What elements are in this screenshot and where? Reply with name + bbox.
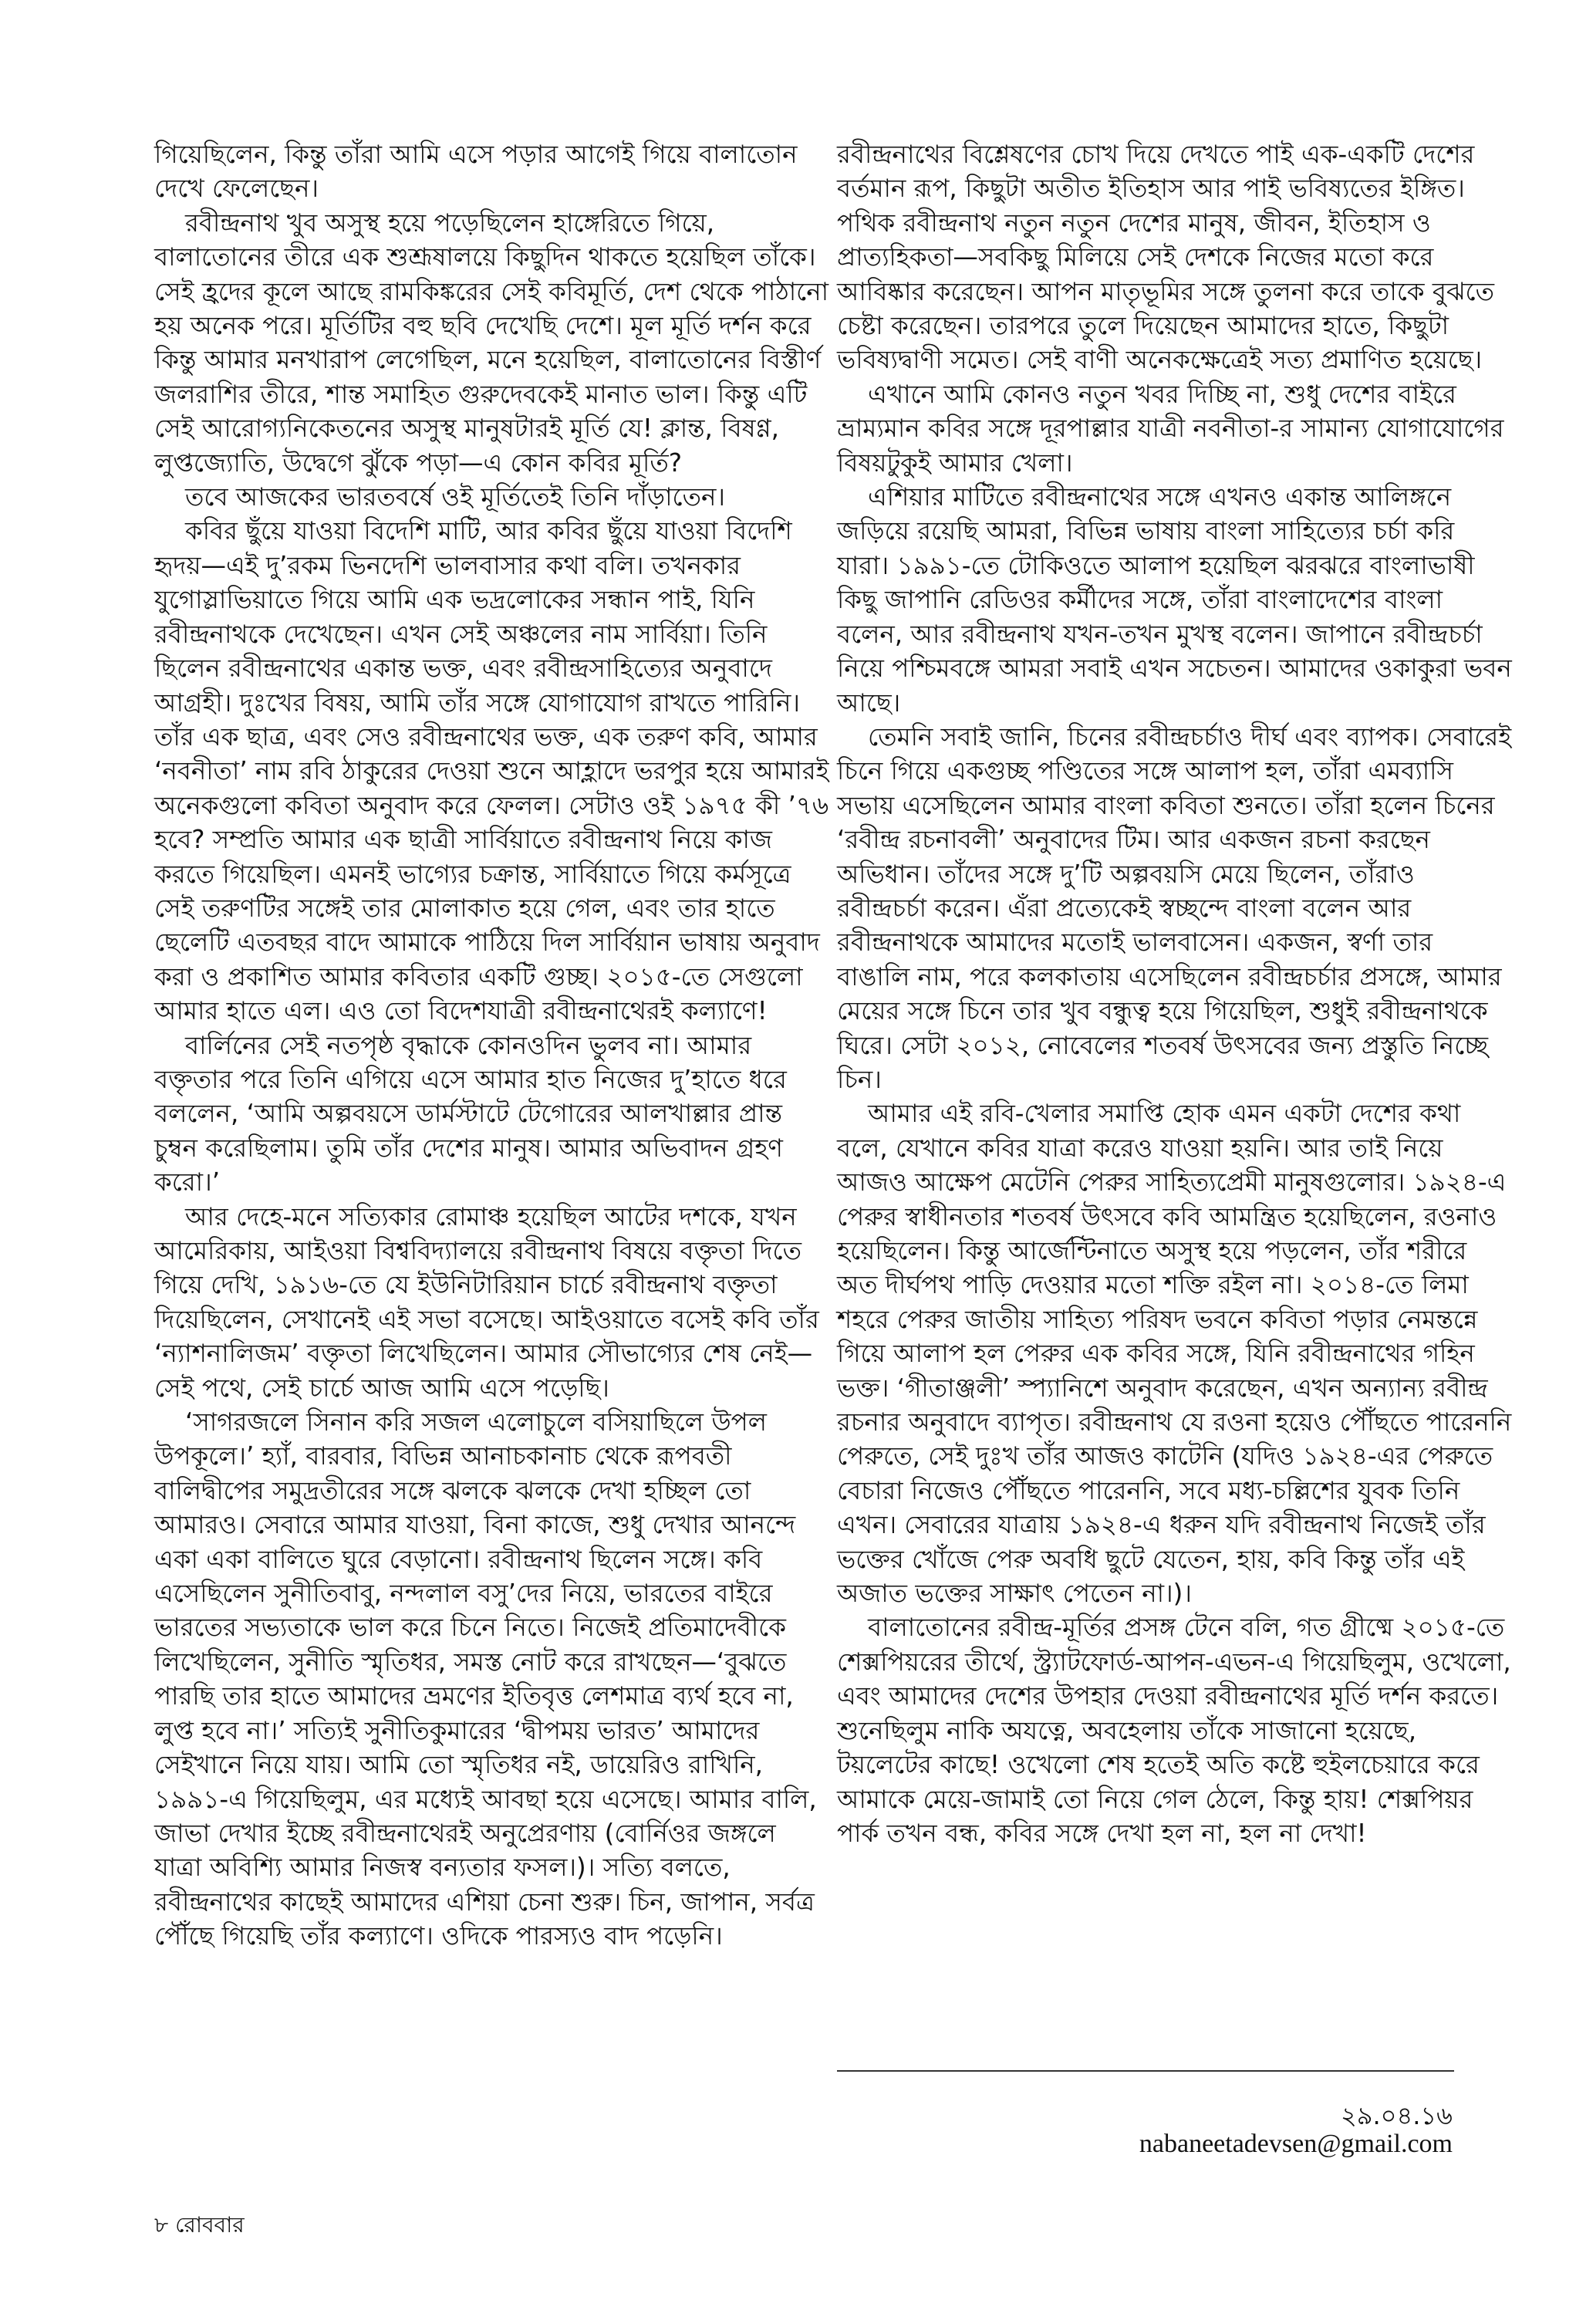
author-email: nabaneetadevsen@gmail.com [1139, 2130, 1453, 2158]
paragraph: রবীন্দ্রনাথের বিশ্লেষণের চোখ দিয়ে দেখতে পাই এক-একটি দেশের বর্তমান রূপ, কিছুটা অতীত ইতিহাস আর পাই ভবিষ্যতের ইঙ্গিত। পথিক রবীন্দ্রনাথ নতুন নতুন দেশের মানুষ, জীবন, ইতিহাস ও প্রাত্যহিকতা—সবকিছু মিলিয়ে সেই দেশকে নিজের মতো করে আবিষ্কার করেছেন। আপন মাতৃভূমির সঙ্গে তুলনা করে তাকে বুঝতে চেষ্টা করেছেন। তারপরে তুলে দিয়েছেন আমাদের হাতে, কিছুটা ভবিষ্যদ্বাণী সমেত। সেই বাণী অনেকক্ষেত্রেই সত্য প্রমাণিত হয়েছে। [837, 140, 1494, 375]
paragraph: গিয়েছিলেন, কিন্তু তাঁরা আমি এসে পড়ার আগেই গিয়ে বালাতোন দেখে ফেলেছেন। [154, 140, 798, 204]
paragraph: তবে আজকের ভারতবর্ষে ওই মূর্তিতেই তিনি দাঁড়াতেন। [185, 482, 726, 512]
paragraph: ‘সাগরজলে সিনান করি সজল এলোচুলে বসিয়াছিলে উপল উপকূলে।’ হ্যাঁ, বারবার, বিভিন্ন আনাচকানাচ থেকে রূপবতী বালিদ্বীপের সমুদ্রতীরের সঙ্গে ঝলকে ঝলকে দেখা হচ্ছিল তো আমারও। সেবারে আমার যাওয়া, বিনা কাজে, শুধু দেখার আনন্দে একা একা বালিতে ঘুরে বেড়ানো। রবীন্দ্রনাথ ছিলেন সঙ্গে। কবি এসেছিলেন সুনীতিবাবু, নন্দলাল বসু’দের নিয়ে, ভারতের বাইরে ভারতের সভ্যতাকে ভাল করে চিনে নিতে। নিজেই প্রতিমাদেবীকে লিখেছিলেন, সুনীতি স্মৃতিধর, সমস্ত নোট করে রাখছেন—‘বুঝতে পারছি তার হাতে আমাদের ভ্রমণের ইতিবৃত্ত লেশমাত্র ব্যর্থ হবে না, লুপ্ত হবে না।’ সত্যিই সুনীতিকুমারের ‘দ্বীপময় ভারত’ আমাদের সেইখানে নিয়ে যায়। আমি তো স্মৃতিধর নই, ডায়েরিও রাখিনি, ১৯৯১-এ গিয়েছিলুম, এর মধ্যেই আবছা হয়ে এসেছে। আমার বালি, জাভা দেখার ইচ্ছে রবীন্দ্রনাথেরই অনুপ্রেরণায় (বোর্নিওর জঙ্গলে যাত্রা অবিশ্যি আমার নিজস্ব বন্যতার ফসল।)। সত্যি বলতে, রবীন্দ্রনাথের কাছেই আমাদের এশিয়া চেনা শুরু। চিন, জাপান, সর্বত্র পৌঁছে গিয়েছি তাঁর কল্যাণে। ওদিকে পারস্যও বাদ পড়েনি। [154, 1407, 817, 1951]
article-column-left [154, 137, 829, 1954]
signoff-divider [837, 2070, 1454, 2072]
paragraph: আমার এই রবি-খেলার সমাপ্তি হোক এমন একটা দেশের কথা বলে, যেখানে কবির যাত্রা করেও যাওয়া হয়নি। আর তাই নিয়ে আজও আক্ষেপ মেটেনি পেরুর সাহিত্যপ্রেমী মানুষগুলোর। ১৯২৪-এ পেরুর স্বাধীনতার শতবর্ষ উৎসবে কবি আমন্ত্রিত হয়েছিলেন, রওনাও হয়েছিলেন। কিন্তু আর্জেন্টিনাতে অসুস্থ হয়ে পড়লেন, তাঁর শরীরে অত দীর্ঘপথ পাড়ি দেওয়ার মতো শক্তি রইল না। ২০১৪-তে লিমা শহরে পেরুর জাতীয় সাহিত্য পরিষদ ভবনে কবিতা পড়ার নেমন্তন্নে গিয়ে আলাপ হল পেরুর এক কবির সঙ্গে, যিনি রবীন্দ্রনাথের গহিন ভক্ত। ‘গীতাঞ্জলী’ স্প্যানিশে অনুবাদ করেছেন, এখন অন্যান্য রবীন্দ্র রচনার অনুবাদে ব্যাপৃত। রবীন্দ্রনাথ যে রওনা হয়েও পৌঁছতে পারেননি পেরুতে, সেই দুঃখ তাঁর আজও কাটেনি (যদিও ১৯২৪-এর পেরুতে বেচারা নিজেও পৌঁছতে পারেননি, সবে মধ্য-চল্লিশের যুবক তিনি এখন। সেবারের যাত্রায় ১৯২৪-এ ধরুন যদি রবীন্দ্রনাথ নিজেই তাঁর ভক্তের খোঁজে পেরু অবধি ছুটে যেতেন, হায়, কবি কিন্তু তাঁর এই অজাত ভক্তের সাক্ষাৎ পেতেন না।)। [837, 1099, 1512, 1609]
paragraph: তেমনি সবাই জানি, চিনের রবীন্দ্রচর্চাও দীর্ঘ এবং ব্যাপক। সেবারেই চিনে গিয়ে একগুচ্ছ পণ্ডিতের সঙ্গে আলাপ হল, তাঁরা এমব্যাসি সভায় এসেছিলেন আমার বাংলা কবিতা শুনতে। তাঁরা হলেন চিনের ‘রবীন্দ্র রচনাবলী’ অনুবাদের টিম। আর একজন রচনা করছেন অভিধান। তাঁদের সঙ্গে দু’টি অল্পবয়সি মেয়ে ছিলেন, তাঁরাও রবীন্দ্রচর্চা করেন। এঁরা প্রত্যেকেই স্বচ্ছন্দে বাংলা বলেন আর রবীন্দ্রনাথকে আমাদের মতোই ভালবাসেন। একজন, স্বর্ণা তার বাঙালি নাম, পরে কলকাতায় এসেছিলেন রবীন্দ্রচর্চার প্রসঙ্গে, আমার মেয়ের সঙ্গে চিনে তার খুব বন্ধুত্ব হয়ে গিয়েছিল, শুধুই রবীন্দ্রনাথকে ঘিরে। সেটা ২০১২, নোবেলের শতবর্ষ উৎসবের জন্য প্রস্তুতি নিচ্ছে চিন। [837, 721, 1512, 1094]
paragraph: আর দেহে-মনে সত্যিকার রোমাঞ্চ হয়েছিল আটের দশকে, যখন আমেরিকায়, আইওয়া বিশ্ববিদ্যালয়ে রবীন্দ্রনাথ বিষয়ে বক্তৃতা দিতে গিয়ে দেখি, ১৯১৬-তে যে ইউনিটারিয়ান চার্চে রবীন্দ্রনাথ বক্তৃতা দিয়েছিলেন, সেখানেই এই সভা বসেছে। আইওয়াতে বসেই কবি তাঁর ‘ন্যাশনালিজম’ বক্তৃতা লিখেছিলেন। আমার সৌভাগ্যের শেষ নেই—সেই পথে, সেই চার্চে আজ আমি এসে পড়েছি। [154, 1201, 819, 1403]
paragraph: এশিয়ার মাটিতে রবীন্দ্রনাথের সঙ্গে এখনও একান্ত আলিঙ্গনে জড়িয়ে রয়েছি আমরা, বিভিন্ন ভাষায় বাংলা সাহিত্যের চর্চা করি যারা। ১৯৯১-তে টোকিওতে আলাপ হয়েছিল ঝরঝরে বাংলাভাষী কিছু জাপানি রেডিওর কর্মীদের সঙ্গে, তাঁরা বাংলাদেশের বাংলা বলেন, আর রবীন্দ্রনাথ যখন-তখন মুখস্থ বলেন। জাপানে রবীন্দ্রচর্চা নিয়ে পশ্চিমবঙ্গে আমরা সবাই এখন সচেতন। আমাদের ওকাকুরা ভবন আছে। [837, 482, 1512, 718]
article-date: ২৯.০৪.১৬ [1340, 2101, 1453, 2130]
paragraph: বার্লিনের সেই নতপৃষ্ঠ বৃদ্ধাকে কোনওদিন ভুলব না। আমার বক্তৃতার পরে তিনি এগিয়ে এসে আমার হাত নিজের দু’হাতে ধরে বললেন, ‘আমি অল্পবয়সে ডার্মস্টাটে টেগোরের আলখাল্লার প্রান্ত চুম্বন করেছিলাম। তুমি তাঁর দেশের মানুষ। আমার অভিবাদন গ্রহণ করো।’ [154, 1030, 787, 1197]
paragraph: এখানে আমি কোনও নতুন খবর দিচ্ছি না, শুধু দেশের বাইরে ভ্রাম্যমান কবির সঙ্গে দূরপাল্লার যাত্রী নবনীতা-র সামান্য যোগাযোগের বিষয়টুকুই আমার খেলা। [837, 379, 1504, 478]
article-column-right [837, 137, 1512, 1850]
paragraph: বালাতোনের রবীন্দ্র-মূর্তির প্রসঙ্গ টেনে বলি, গত গ্রীষ্মে ২০১৫-তে শেক্সপিয়রের তীর্থে, স্ট্র্যাটফোর্ড-আপন-এভন-এ গিয়েছিলুম, ওখেলো, এবং আমাদের দেশের উপহার দেওয়া রবীন্দ্রনাথের মূর্তি দর্শন করতে। শুনেছিলুম নাকি অযত্নে, অবহেলায় তাঁকে সাজানো হয়েছে, টয়লেটের কাছে! ওখেলো শেষ হতেই অতি কষ্টে হুইলচেয়ারে করে আমাকে মেয়ে-জামাই তো নিয়ে গেল ঠেলে, কিন্তু হায়! শেক্সপিয়র পার্ক তখন বন্ধ, কবির সঙ্গে দেখা হল না, হল না দেখা! [837, 1613, 1511, 1848]
page-folio: ৮ রোববার [154, 2212, 245, 2238]
paragraph: রবীন্দ্রনাথ খুব অসুস্থ হয়ে পড়েছিলেন হাঙ্গেরিতে গিয়ে, বালাতোনের তীরে এক শুশ্রূষালয়ে কিছুদিন থাকতে হয়েছিল তাঁকে। সেই হ্রদের কূলে আছে রামকিঙ্করের সেই কবিমূর্তি, দেশ থেকে পাঠানো হয় অনেক পরে। মূর্তিটির বহু ছবি দেখেছি দেশে। মূল মূর্তি দর্শন করে কিন্তু আমার মনখারাপ লেগেছিল, মনে হয়েছিল, বালাতোনের বিস্তীর্ণ জলরাশির তীরে, শান্ত সমাহিত গুরুদেবকেই মানাত ভাল। কিন্তু এটি সেই আরোগ্যনিকেতনের অসুস্থ মানুষটারই মূর্তি যে! ক্লান্ত, বিষণ্ণ, লুপ্তজ্যোতি, উদ্বেগে ঝুঁকে পড়া—এ কোন কবির মূর্তি? [154, 208, 829, 478]
paragraph: কবির ছুঁয়ে যাওয়া বিদেশি মাটি, আর কবির ছুঁয়ে যাওয়া বিদেশি হৃদয়—এই দু’রকম ভিনদেশি ভালবাসার কথা বলি। তখনকার যুগোস্লাভিয়াতে গিয়ে আমি এক ভদ্রলোকের সন্ধান পাই, যিনি রবীন্দ্রনাথকে দেখেছেন। এখন সেই অঞ্চলের নাম সার্বিয়া। তিনি ছিলেন রবীন্দ্রনাথের একান্ত ভক্ত, এবং রবীন্দ্রসাহিত্যের অনুবাদে আগ্রহী। দুঃখের বিষয়, আমি তাঁর সঙ্গে যোগাযোগ রাখতে পারিনি। তাঁর এক ছাত্র, এবং সেও রবীন্দ্রনাথের ভক্ত, এক তরুণ কবি, আমার ‘নবনীতা’ নাম রবি ঠাকুরের দেওয়া শুনে আহ্লাদে ভরপুর হয়ে আমারই অনেকগুলো কবিতা অনুবাদ করে ফেলল। সেটাও ওই ১৯৭৫ কী ’৭৬ হবে? সম্প্রতি আমার এক ছাত্রী সার্বিয়াতে রবীন্দ্রনাথ নিয়ে কাজ করতে গিয়েছিল। এমনই ভাগ্যের চক্রান্ত, সার্বিয়াতে গিয়ে কর্মসূত্রে সেই তরুণটির সঙ্গেই তার মোলাকাত হয়ে গেল, এবং তার হাতে ছেলেটি এতবছর বাদে আমাকে পাঠিয়ে দিল সার্বিয়ান ভাষায় অনুবাদ করা ও প্রকাশিত আমার কবিতার একটি গুচ্ছ। ২০১৫-তে সেগুলো আমার হাতে এল। এও তো বিদেশযাত্রী রবীন্দ্রনাথেরই কল্যাণে! [154, 516, 829, 1026]
